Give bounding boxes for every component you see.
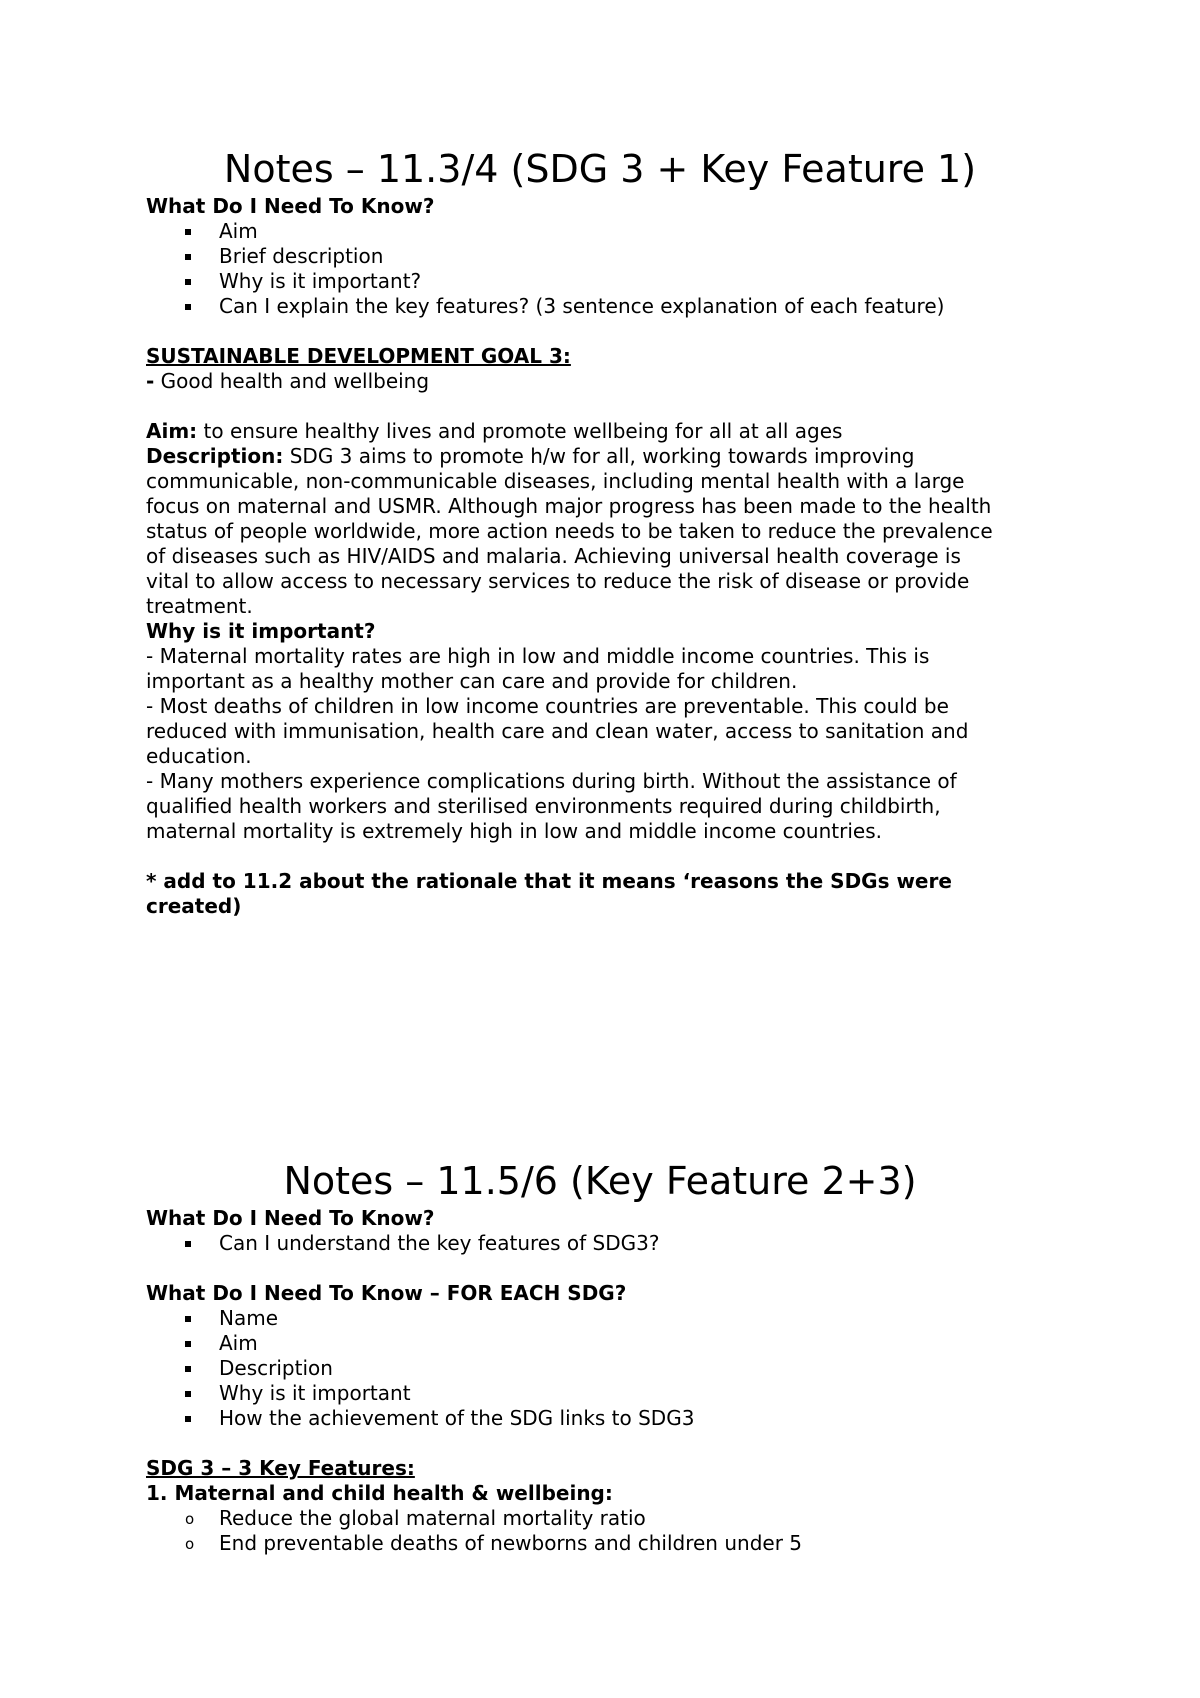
bullet-icon: [185, 279, 191, 285]
description-label: Description:: [146, 444, 284, 468]
list-item: Description: [146, 1356, 1066, 1381]
bullet-icon: [185, 304, 191, 310]
description-paragraph: Description: SDG 3 aims to promote h/w for all, working towards improving communicable, non-communicable diseases, including mental health with a large focus on maternal and USMR. Although major progress has been made to the health status of people worldwide, more action needs to be taken to reduce the prevalence of diseases such as HIV/AIDS and malaria. Achieving universal health coverage is vital to allow access to necessary services to reduce the risk of disease or provide treatment.: [146, 444, 993, 618]
aim-line: [146, 419, 1066, 444]
bullet-icon: [185, 1366, 191, 1372]
each-sdg-list: [146, 1306, 1066, 1431]
bullet-icon: [185, 229, 191, 235]
bullet-icon: [185, 1241, 191, 1247]
why-heading: Why is it important?: [146, 619, 376, 643]
bullet-icon: [185, 1416, 191, 1422]
section2-body: [146, 1206, 1066, 1556]
list-item: How the achievement of the SDG links to SDG3: [146, 1406, 1066, 1431]
list-item: Brief description: [146, 244, 1066, 269]
feature1-heading: 1. Maternal and child health & wellbeing:: [146, 1481, 613, 1505]
section1-know-heading: What Do I Need To Know?: [146, 194, 435, 218]
list-item: o End preventable deaths of newborns and children under 5: [146, 1531, 1066, 1556]
list-item: Can I understand the key features of SDG3?: [146, 1231, 1066, 1256]
goal-heading: SUSTAINABLE DEVELOPMENT GOAL 3:: [146, 344, 571, 368]
section2-know-list: [146, 1231, 1066, 1256]
goal-name-line: - Good health and wellbeing: [146, 369, 430, 393]
section2-know-heading: What Do I Need To Know?: [146, 1206, 435, 1230]
bullet-icon: [185, 254, 191, 260]
section1-know-list: [146, 219, 1066, 319]
list-item: Aim: [146, 219, 1066, 244]
aim-label: Aim:: [146, 419, 198, 443]
bullet-icon: [185, 1391, 191, 1397]
key-features-heading: SDG 3 – 3 Key Features:: [146, 1456, 415, 1480]
section1-body: [146, 194, 1066, 919]
list-item: Why is it important: [146, 1381, 1066, 1406]
list-item: Name: [146, 1306, 1066, 1331]
list-item: Can I explain the key features? (3 sentence explanation of each feature): [146, 294, 1066, 319]
bullet-icon: [185, 1316, 191, 1322]
circle-bullet-icon: o: [185, 1510, 195, 1528]
section1-title: Notes – 11.3/4 (SDG 3 + Key Feature 1): [223, 147, 977, 191]
list-item: Why is it important?: [146, 269, 1066, 294]
bullet-icon: [185, 1341, 191, 1347]
aim-text: to ensure healthy lives and promote wellbeing for all at all ages: [197, 419, 843, 443]
list-item: o Reduce the global maternal mortality ratio: [146, 1506, 1066, 1531]
section2-title: Notes – 11.5/6 (Key Feature 2+3): [283, 1159, 917, 1203]
circle-bullet-icon: o: [185, 1535, 195, 1553]
list-item: Aim: [146, 1331, 1066, 1356]
note-paragraph: * add to 11.2 about the rationale that it means ‘reasons the SDGs were created): [146, 869, 952, 918]
each-sdg-heading: What Do I Need To Know – FOR EACH SDG?: [146, 1281, 627, 1305]
feature1-list: [146, 1506, 1066, 1556]
why-paragraph: - Maternal mortality rates are high in low and middle income countries. This is important as a healthy mother can care and provide for children. - Most deaths of children in low income countries are preventable. This could be reduced with immunisation, health care and clean water, access to sanitation and education. - Many mothers experience complications during birth. Without the assistance of qualified health workers and sterilised environments required during childbirth, maternal mortality is extremely high in low and middle income countries.: [146, 644, 969, 843]
